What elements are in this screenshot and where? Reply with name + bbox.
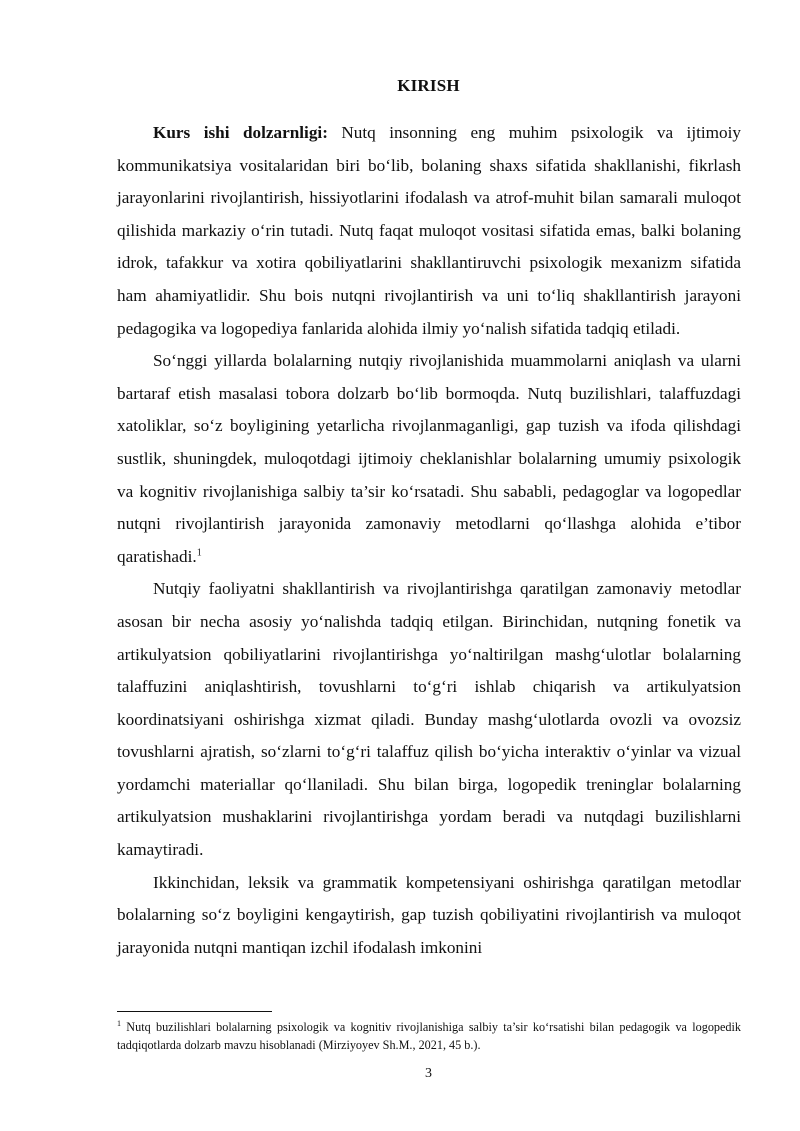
footnote-reference[interactable]: 1 xyxy=(196,546,202,558)
paragraph-text: So‘nggi yillarda bolalarning nutqiy rivojlanishida muammolarni aniqlash va ularni bartaraf etish masalasi tobora dolzarb bo‘lib bormoqda. Nutq buzilishlari, talaffuzdagi xatoliklar, so‘z boyligining yetarlicha rivojlanmaganligi, gap tuzish va ifoda qilishdagi sustlik, shuningdek, muloqotdagi ijtimoiy cheklanishlar bolalarning umumiy psixologik va kognitiv rivojlanishiga salbiy ta’sir ko‘rsatadi. Shu sababli, pedagoglar va logopedlar nutqni rivojlantirish jarayonida zamonaviy metodlarni qo‘llashga alohida e’tibor qaratishadi. xyxy=(117,351,741,566)
page-number: 3 xyxy=(425,1066,432,1081)
footnote xyxy=(117,1018,741,1054)
paragraph-problems xyxy=(117,345,741,573)
paragraph-lexical xyxy=(117,867,741,965)
section-heading: KIRISH xyxy=(397,76,460,95)
paragraph-methods xyxy=(117,573,741,866)
body-text xyxy=(117,117,741,964)
paragraph-lead: Kurs ishi dolzarnligi: xyxy=(153,123,328,142)
paragraph-relevance xyxy=(117,117,741,345)
paragraph-text: Nutqiy faoliyatni shakllantirish va rivojlantirishga qaratilgan zamonaviy metodlar asosan bir necha asosiy yo‘nalishda tadqiq etilgan. Birinchidan, nutqning fonetik va artikulyatsion qobiliyatlarini rivojlantirishga yo‘naltirilgan mashg‘ulotlar bolalarning talaffuzini aniqlashtirish, tovushlarni to‘g‘ri ishlab chiqarish va artikulyatsion koordinatsiyani oshirishga xizmat qiladi. Bunday mashg‘ulotlarda ovozli va ovozsiz tovushlarni ajratish, so‘zlarni to‘g‘ri talaffuz qilish bo‘yicha interaktiv o‘yinlar va vizual yordamchi materiallar qo‘llaniladi. Shu bilan birga, logopedik treninglar bolalarning artikulyatsion mushaklarini rivojlantirishga yordam beradi va nutqdagi buzilishlarni kamaytiradi. xyxy=(117,579,741,860)
paragraph-text: Ikkinchidan, leksik va grammatik kompetensiyani oshirishga qaratilgan metodlar bolalarning so‘z boyligini kengaytirish, gap tuzish qobiliyatini rivojlantirish va muloqot jarayonida nutqni mantiqan izchil ifodalash imkonini xyxy=(117,872,741,957)
footnote-divider xyxy=(117,1011,272,1012)
footnote-marker: 1 xyxy=(117,1018,121,1028)
footnote-text: Nutq buzilishlari bolalarning psixologik va kognitiv rivojlanishiga salbiy ta’sir ko‘rsatishi bilan pedagogik va logopedik tadqiqotlarda dolzarb mavzu hisoblanadi (Mirziyoyev Sh.M., 2021, 45 b.). xyxy=(117,1020,741,1052)
paragraph-text: Nutq insonning eng muhim psixologik va ijtimoiy kommunikatsiya vositalaridan biri bo‘lib, bolaning shaxs sifatida shakllanishi, fikrlash jarayonlarini rivojlantirish, hissiyotlarini ifodalash va atrof-muhit bilan samarali muloqot qilishida markaziy o‘rin tutadi. Nutq faqat muloqot vositasi sifatida emas, balki bolaning idrok, tafakkur va xotira qobiliyatlarini shakllantiruvchi psixologik mexanizm sifatida ham ahamiyatlidir. Shu bois nutqni rivojlantirish va uni to‘liq shakllantirish jarayoni pedagogika va logopediya fanlarida alohida ilmiy yo‘nalish sifatida tadqiq etiladi. xyxy=(117,123,741,338)
